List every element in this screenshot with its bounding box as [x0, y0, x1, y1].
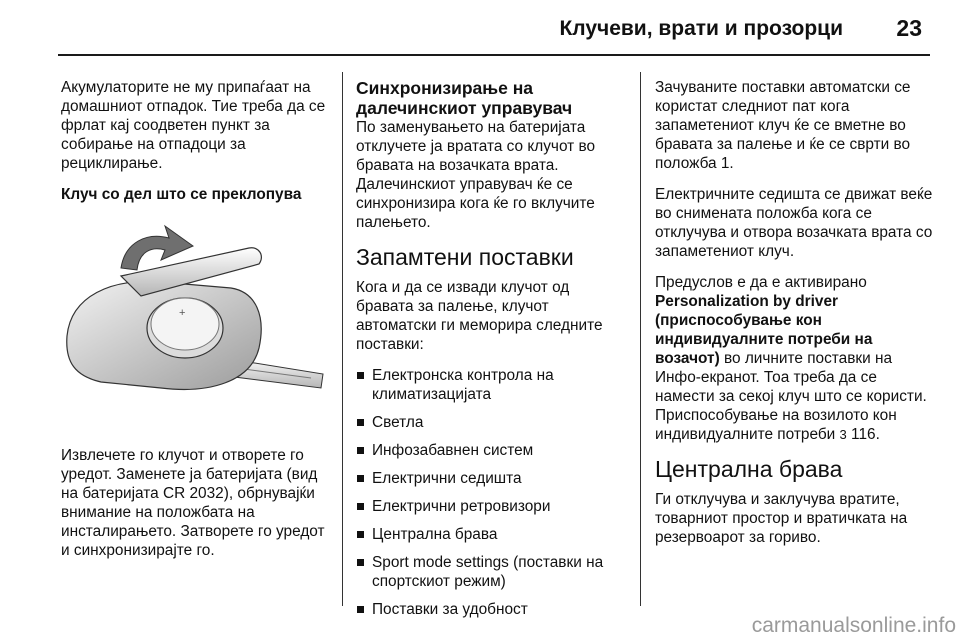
remote-sync-text: По заменувањето на батеријата отклучете ја вратата со клучот во бравата на возачката врата. Далечинскиот управувач ќе се синхронизира кога ќе го вклучите палењето.: [356, 119, 596, 231]
column-middle: [356, 78, 628, 628]
key-battery-illustration: [61, 216, 329, 426]
list-item: Електрични седишта: [356, 469, 628, 488]
page-header: [0, 0, 960, 52]
page-reference: 116.: [846, 426, 880, 443]
memorized-settings-intro: Кога и да се извади клучот од бравата за палење, клучот автоматски ги меморира следните поставки:: [356, 279, 603, 353]
list-item: Поставки за удобност: [356, 600, 628, 619]
list-item: Електрични ретровизори: [356, 497, 628, 516]
list-item: Светла: [356, 413, 628, 432]
column-divider-1: [342, 72, 343, 606]
personalization-text: [655, 273, 933, 444]
page-number: 23: [896, 15, 922, 41]
battery-disposal-note: Акумулаторите не му припаѓаат на домашниот отпадок. Тие треба да се фрлат кај соодветен пункт за собирање на отпадоци за рециклирање.: [61, 79, 326, 172]
memorized-settings-heading: Запамтени поставки: [356, 244, 574, 270]
memorized-settings-list: [356, 366, 628, 619]
personalization-prefix: Предуслов е да е активирано: [655, 274, 867, 291]
running-title: Клучеви, врати и прозорци: [559, 17, 843, 40]
list-item: Инфозабавнен систем: [356, 441, 628, 460]
page-reference-icon: 3: [839, 427, 847, 442]
power-seats-text: Електричните седишта се движат веќе во снимената положба кога се отклучува и отвора возачката врата со запаметениот клуч.: [655, 186, 933, 260]
remote-sync-heading: Синхронизирање на далечинскиот управувач: [356, 78, 573, 118]
watermark: carmanualsonline.info: [751, 614, 956, 637]
folding-key-heading: Клуч со дел што се преклопува: [61, 186, 302, 203]
column-divider-2: [640, 72, 641, 606]
header-rule: [58, 54, 930, 56]
list-item: Централна брава: [356, 525, 628, 544]
list-item: Електронска контрола на климатизацијата: [356, 366, 628, 404]
stored-settings-text: Зачуваните поставки автоматски се користат следниот пат кога запаметениот клуч ќе се вметне во бравата за палење и ќе се сврти во положба 1.: [655, 79, 911, 172]
central-locking-heading: Централна брава: [655, 456, 843, 482]
key-battery-drawing: [61, 216, 329, 426]
central-locking-text: Ги отклучува и заклучува вратите, товарниот простор и вратичката на резервоарот за гориво.: [655, 491, 908, 546]
list-item: Sport mode settings (поставки на спортскиот режим): [356, 553, 628, 591]
battery-plus-label: +: [179, 307, 186, 319]
column-right: [655, 78, 933, 559]
column-left: [61, 78, 329, 572]
personalization-suffix: во личните поставки на Инфо-екранот. Тоа треба да се намести за секој клуч што се користи. Приспособување на возилото кон индивидуалните потреби: [655, 350, 927, 443]
personalization-setting-name: Personalization by driver (приспособување кон индивидуалните потреби на возачот): [655, 293, 873, 367]
battery-replacement-text: Извлечете го клучот и отворете го уредот. Заменете ја батеријата (вид на батеријата CR 2032), обрнувајќи внимание на положбата на инсталирањето. Затворете го уредот и синхронизирајте го.: [61, 447, 325, 559]
